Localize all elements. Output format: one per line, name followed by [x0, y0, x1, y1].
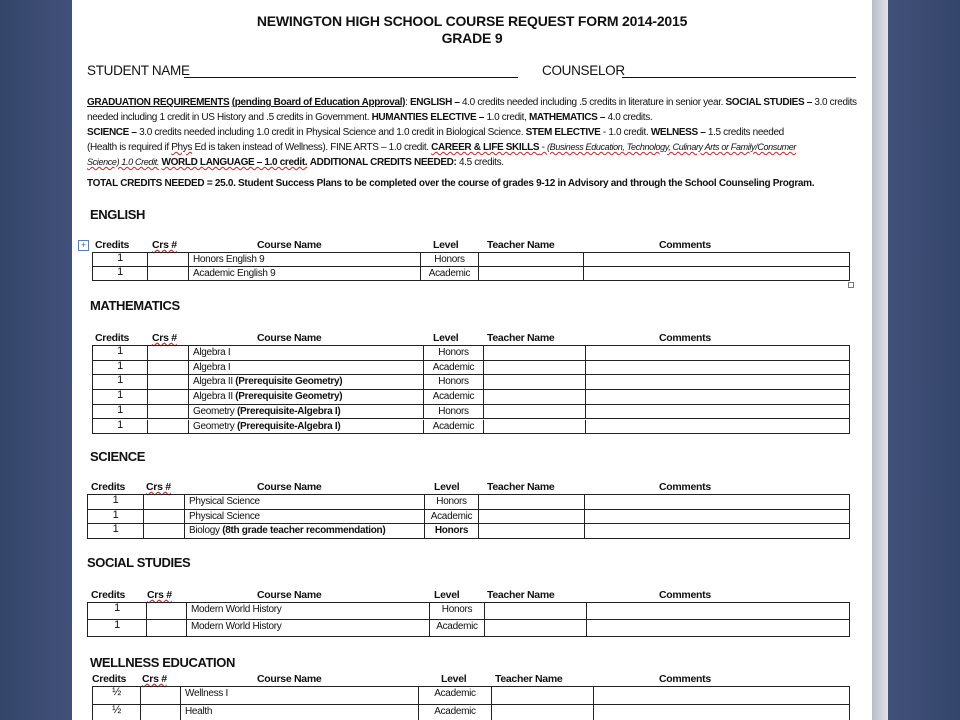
course-name-cell: Algebra I — [188, 361, 423, 375]
credits-cell: 1 — [117, 359, 123, 372]
teacher-name-cell[interactable] — [483, 420, 585, 434]
slide-background-left — [0, 0, 72, 720]
course-number-cell[interactable] — [143, 524, 184, 538]
course-table — [87, 602, 850, 637]
requirements-colon: : — [405, 97, 410, 108]
req-math-text: 4.0 credits. — [605, 112, 653, 123]
comments-cell[interactable] — [586, 620, 849, 636]
comments-cell[interactable] — [585, 420, 849, 434]
course-number-cell[interactable] — [147, 405, 188, 419]
course-name-header: Course Name — [257, 481, 322, 493]
credits-cell: 1 — [114, 619, 120, 631]
course-name-cell: Academic English 9 — [188, 267, 420, 280]
level-cell: Honors — [424, 495, 478, 509]
comments-header: Comments — [659, 481, 711, 493]
comments-cell[interactable] — [585, 346, 849, 360]
course-number-cell[interactable] — [140, 687, 180, 704]
credits-cell: 1 — [117, 345, 123, 357]
req-math-label: MATHEMATICS – — [528, 112, 606, 123]
table-row — [93, 405, 849, 420]
comments-cell[interactable] — [583, 267, 849, 280]
teacher-name-cell[interactable] — [491, 687, 593, 704]
slide-background-right — [888, 0, 960, 720]
level-cell: Honors — [423, 375, 483, 389]
teacher-name-cell[interactable] — [483, 346, 585, 360]
level-cell: Academic — [418, 705, 491, 720]
teacher-name-cell[interactable] — [483, 375, 585, 389]
credits-cell: ½ — [112, 704, 121, 716]
comments-cell[interactable] — [585, 375, 849, 389]
course-name-cell: Algebra I — [188, 346, 423, 360]
table-row — [93, 253, 849, 267]
course-number-cell[interactable] — [146, 620, 186, 636]
credits-cell: 1 — [117, 266, 123, 278]
teacher-name-header: Teacher Name — [487, 239, 555, 251]
level-header: Level — [434, 481, 460, 493]
credits-cell: 1 — [117, 418, 123, 431]
crs-header: Crs # — [142, 673, 167, 685]
table-row — [88, 620, 849, 637]
level-cell: Honors — [424, 524, 478, 538]
table-row — [93, 361, 849, 376]
course-number-cell[interactable] — [147, 420, 188, 434]
req-world-language: WORLD LANGUAGE – 1.0 credit. — [161, 157, 308, 168]
counselor-label: COUNSELOR — [542, 63, 625, 78]
course-table — [92, 345, 850, 434]
teacher-name-cell[interactable] — [478, 495, 584, 509]
graduation-requirements — [87, 95, 859, 170]
teacher-name-cell[interactable] — [484, 620, 586, 636]
table-resize-handle[interactable] — [848, 282, 854, 288]
comments-header: Comments — [659, 332, 711, 344]
req-humanities-text: 1.0 credit, — [484, 112, 529, 123]
requirements-heading: GRADUATION REQUIREMENTS — [87, 97, 230, 108]
table-row — [88, 510, 849, 525]
teacher-name-cell[interactable] — [483, 390, 585, 404]
teacher-name-header: Teacher Name — [487, 481, 555, 493]
course-number-cell[interactable] — [147, 390, 188, 404]
course-name-header: Course Name — [257, 673, 322, 685]
comments-cell[interactable] — [584, 510, 849, 524]
section-title: SCIENCE — [90, 449, 145, 464]
course-number-cell[interactable] — [140, 705, 180, 720]
req-stem-text: - 1.0 credit. — [600, 127, 651, 138]
level-header: Level — [441, 673, 467, 685]
level-cell: Honors — [420, 253, 478, 266]
course-name-cell: Honors English 9 — [188, 253, 420, 266]
comments-header: Comments — [659, 673, 711, 685]
teacher-name-header: Teacher Name — [487, 589, 555, 601]
total-credits-note: TOTAL CREDITS NEEDED = 25.0. Student Success Plans to be completed over the course of grades 9-12 in Advisory and through the School Counseling Program. — [87, 178, 815, 189]
comments-header: Comments — [659, 239, 711, 251]
student-name-blank[interactable] — [184, 77, 518, 78]
comments-cell[interactable] — [584, 495, 849, 509]
comments-cell[interactable] — [585, 405, 849, 419]
course-name-header: Course Name — [257, 239, 322, 251]
req-science-text: 3.0 credits needed including 1.0 credit in Physical Science and 1.0 credit in Biological Science. — [136, 127, 526, 138]
table-move-icon[interactable]: + — [78, 240, 89, 251]
comments-cell[interactable] — [584, 524, 849, 538]
table-row — [93, 705, 849, 720]
level-header: Level — [434, 589, 460, 601]
teacher-name-cell[interactable] — [478, 524, 584, 538]
crs-header: Crs # — [147, 589, 172, 601]
teacher-name-cell[interactable] — [478, 253, 583, 266]
requirements-pending: (pending Board of Education Approval) — [231, 97, 406, 108]
crs-header: Crs # — [152, 332, 177, 344]
req-additional-text: 4.5 credits. — [456, 157, 504, 168]
table-row — [88, 603, 849, 620]
credits-header: Credits — [95, 332, 130, 344]
counselor-blank[interactable] — [622, 77, 856, 78]
table-row — [93, 390, 849, 405]
req-career-credit: Science) 1.0 Credit. — [87, 157, 160, 167]
credits-header: Credits — [91, 589, 126, 601]
req-career-text: (Business Education, Technology, Culinary Arts or Family/Consumer — [547, 142, 797, 152]
req-science-label: SCIENCE – — [87, 127, 137, 138]
course-number-cell[interactable] — [146, 603, 186, 619]
req-wellness-label: WELNESS – — [650, 127, 706, 138]
section-title: WELLNESS EDUCATION — [90, 655, 235, 670]
teacher-name-cell[interactable] — [483, 405, 585, 419]
comments-cell[interactable] — [593, 687, 849, 704]
table-row — [88, 495, 849, 510]
course-name-cell: Physical Science — [184, 510, 424, 524]
req-health-text-a: (Health is required if — [87, 142, 172, 153]
table-row — [93, 687, 849, 705]
page-edge-shadow — [872, 0, 888, 720]
credits-header: Credits — [92, 673, 127, 685]
section-title: MATHEMATICS — [90, 298, 180, 313]
req-social-text: 3.0 credits needed including 1 credit in US History and .5 credits in Government. — [87, 97, 857, 123]
table-row — [93, 420, 849, 435]
course-name-cell: Biology (8th grade teacher recommendation) — [184, 524, 424, 538]
comments-cell[interactable] — [593, 705, 849, 720]
comments-header: Comments — [659, 589, 711, 601]
table-row — [93, 267, 849, 281]
level-cell: Honors — [423, 346, 483, 360]
req-career-dash: - — [539, 142, 548, 153]
teacher-name-cell[interactable] — [483, 361, 585, 375]
level-cell: Academic — [429, 620, 484, 636]
document-page — [72, 0, 872, 720]
level-cell: Academic — [420, 267, 478, 280]
student-name-label: STUDENT NAME — [87, 63, 190, 78]
course-name-cell: Health — [180, 705, 418, 720]
section-title: SOCIAL STUDIES — [87, 555, 191, 570]
comments-cell[interactable] — [586, 603, 849, 619]
comments-cell[interactable] — [585, 390, 849, 404]
level-cell: Honors — [429, 603, 484, 619]
course-number-cell[interactable] — [143, 495, 184, 509]
req-phys: Phys — [171, 142, 193, 153]
req-social-label: SOCIAL STUDIES – — [725, 97, 812, 108]
req-additional-label: ADDITIONAL CREDITS NEEDED: — [309, 157, 457, 168]
credits-header: Credits — [95, 239, 130, 251]
credits-cell: 1 — [112, 508, 119, 521]
level-header: Level — [433, 239, 459, 251]
level-header: Level — [433, 332, 459, 344]
course-table — [92, 686, 850, 720]
course-name-cell: Algebra II (Prerequisite Geometry) — [188, 375, 423, 389]
course-name-cell: Modern World History — [186, 603, 429, 619]
course-name-cell: Geometry (Prerequisite-Algebra I) — [188, 420, 423, 434]
teacher-name-cell[interactable] — [491, 705, 593, 720]
credits-header: Credits — [91, 481, 126, 493]
credits-cell: ½ — [112, 686, 121, 698]
course-table — [87, 494, 850, 539]
credits-cell: 1 — [112, 494, 119, 506]
level-cell: Academic — [423, 361, 483, 375]
req-health-text-b: Ed is taken instead of Wellness). FINE ARTS – 1.0 credit. — [192, 142, 432, 153]
teacher-name-header: Teacher Name — [487, 332, 555, 344]
table-row — [88, 524, 849, 539]
req-english-label: ENGLISH – — [409, 97, 460, 108]
crs-header: Crs # — [146, 481, 171, 493]
course-number-cell[interactable] — [147, 346, 188, 360]
req-wellness-text: 1.5 credits needed — [705, 127, 784, 138]
course-number-cell[interactable] — [147, 375, 188, 389]
comments-cell[interactable] — [585, 361, 849, 375]
level-cell: Academic — [423, 390, 483, 404]
req-career-label: CAREER & LIFE SKILLS — [431, 142, 540, 153]
course-name-header: Course Name — [257, 589, 322, 601]
form-title: NEWINGTON HIGH SCHOOL COURSE REQUEST FORM 2014-2015 — [256, 13, 688, 29]
req-english-text: 4.0 credits needed including .5 credits in literature in senior year. — [459, 97, 726, 108]
course-name-cell: Algebra II (Prerequisite Geometry) — [188, 390, 423, 404]
course-name-header: Course Name — [257, 332, 322, 344]
teacher-name-cell[interactable] — [484, 603, 586, 619]
credits-cell: 1 — [117, 252, 123, 264]
credits-cell: 1 — [117, 403, 123, 416]
course-number-cell[interactable] — [143, 510, 184, 524]
table-row — [93, 346, 849, 361]
course-name-cell: Wellness I — [180, 687, 418, 704]
course-number-cell[interactable] — [147, 253, 188, 266]
level-cell: Academic — [418, 687, 491, 704]
grade-label: GRADE 9 — [441, 30, 503, 46]
course-number-cell[interactable] — [147, 267, 188, 280]
teacher-name-cell[interactable] — [478, 510, 584, 524]
table-row — [93, 375, 849, 390]
level-cell: Honors — [423, 405, 483, 419]
credits-cell: 1 — [117, 389, 123, 402]
teacher-name-cell[interactable] — [478, 267, 583, 280]
teacher-name-header: Teacher Name — [495, 673, 563, 685]
credits-cell: 1 — [117, 374, 123, 387]
course-name-cell: Physical Science — [184, 495, 424, 509]
comments-cell[interactable] — [583, 253, 849, 266]
course-number-cell[interactable] — [147, 361, 188, 375]
course-table — [92, 252, 850, 281]
req-humanities-label: HUMANTIES ELECTIVE – — [371, 112, 485, 123]
level-cell: Academic — [424, 510, 478, 524]
course-name-cell: Modern World History — [186, 620, 429, 636]
section-title: ENGLISH — [90, 207, 145, 222]
req-stem-label: STEM ELECTIVE — [525, 127, 601, 138]
course-name-cell: Geometry (Prerequisite-Algebra I) — [188, 405, 423, 419]
crs-header: Crs # — [152, 239, 177, 251]
level-cell: Academic — [423, 420, 483, 434]
credits-cell: 1 — [114, 602, 120, 614]
credits-cell: 1 — [112, 523, 119, 535]
